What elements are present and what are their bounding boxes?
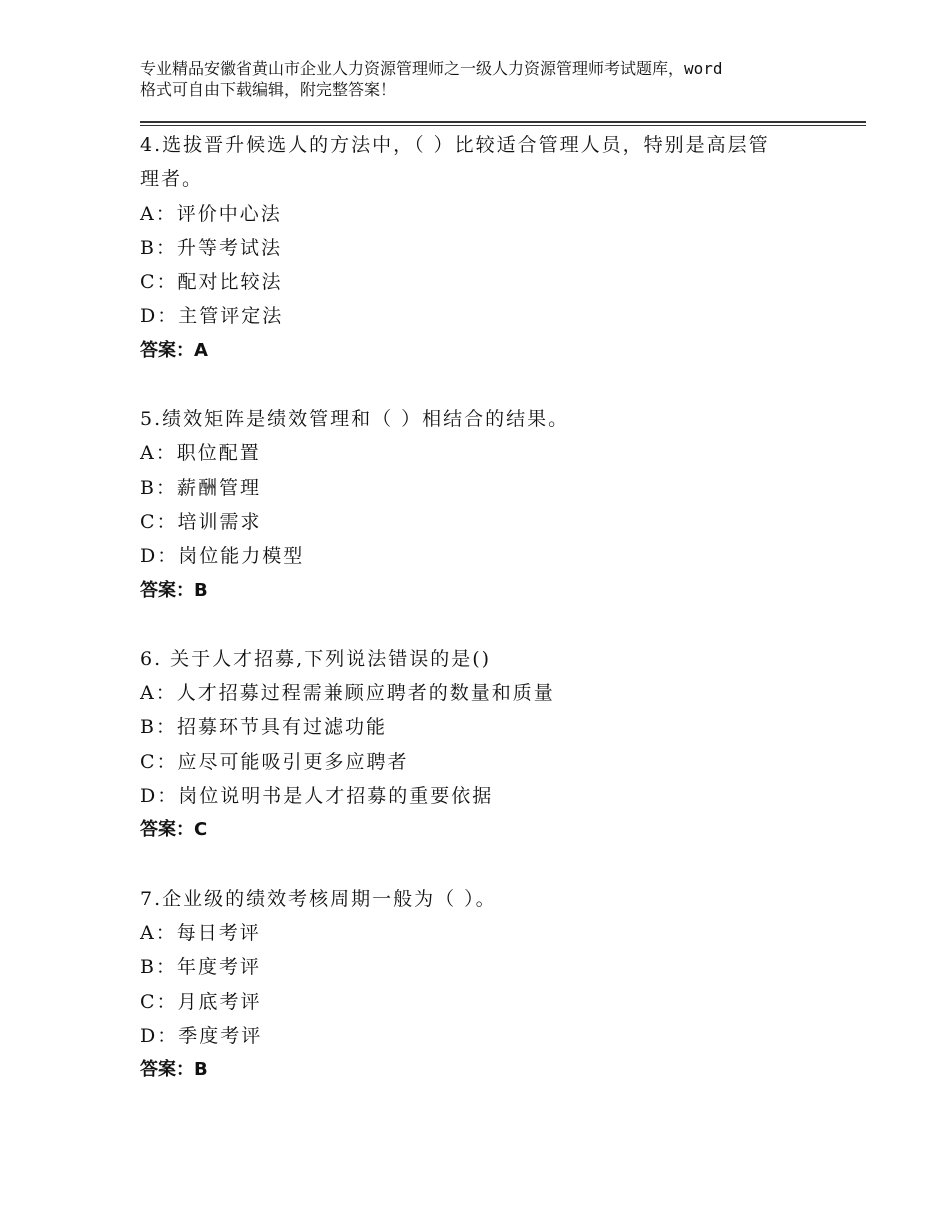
question-stem: 6. 关于人才招募,下列说法错误的是() bbox=[140, 647, 492, 670]
header-divider-thin bbox=[140, 125, 866, 126]
header-divider-thick bbox=[140, 121, 866, 123]
answer: 答案：B bbox=[140, 1059, 208, 1081]
option-a: A：每日考评 bbox=[140, 921, 261, 944]
option-b: B：招募环节具有过滤功能 bbox=[140, 716, 387, 739]
option-d: D：岗位能力模型 bbox=[140, 545, 305, 568]
option-d: D：季度考评 bbox=[140, 1024, 263, 1047]
option-a: A：职位配置 bbox=[140, 442, 261, 465]
option-b: B：薪酬管理 bbox=[140, 476, 261, 499]
option-c: C：月底考评 bbox=[140, 990, 262, 1013]
header-line-2: 格式可自由下载编辑，附完整答案！ bbox=[140, 80, 397, 99]
question-7 bbox=[140, 882, 820, 1088]
option-c: C：配对比较法 bbox=[140, 271, 283, 294]
answer: 答案：C bbox=[140, 819, 208, 841]
option-d: D：岗位说明书是人才招募的重要依据 bbox=[140, 785, 494, 808]
option-d: D：主管评定法 bbox=[140, 305, 284, 328]
option-a: A：人才招募过程需兼顾应聘者的数量和质量 bbox=[140, 682, 555, 705]
question-4 bbox=[140, 128, 820, 368]
answer: 答案：A bbox=[140, 339, 208, 361]
answer: 答案：B bbox=[140, 579, 208, 601]
option-b: B：年度考评 bbox=[140, 956, 261, 979]
option-a: A：评价中心法 bbox=[140, 202, 282, 225]
question-6 bbox=[140, 642, 820, 848]
option-b: B：升等考试法 bbox=[140, 236, 282, 259]
header-line-1: 专业精品安徽省黄山市企业人力资源管理师之一级人力资源管理师考试题库，word bbox=[140, 59, 723, 78]
question-5 bbox=[140, 402, 820, 608]
question-list bbox=[140, 128, 820, 1121]
question-stem-continued: 理者。 bbox=[140, 168, 204, 191]
question-stem: 5.绩效矩阵是绩效管理和（ ）相结合的结果。 bbox=[140, 408, 570, 431]
question-stem: 7.企业级的绩效考核周期一般为（ ）。 bbox=[140, 887, 497, 910]
question-stem: 4.选拔晋升候选人的方法中，（ ）比较适合管理人员，特别是高层管 bbox=[140, 134, 770, 156]
document-header bbox=[140, 58, 840, 100]
option-c: C：培训需求 bbox=[140, 510, 262, 533]
option-c: C：应尽可能吸引更多应聘者 bbox=[140, 750, 409, 773]
